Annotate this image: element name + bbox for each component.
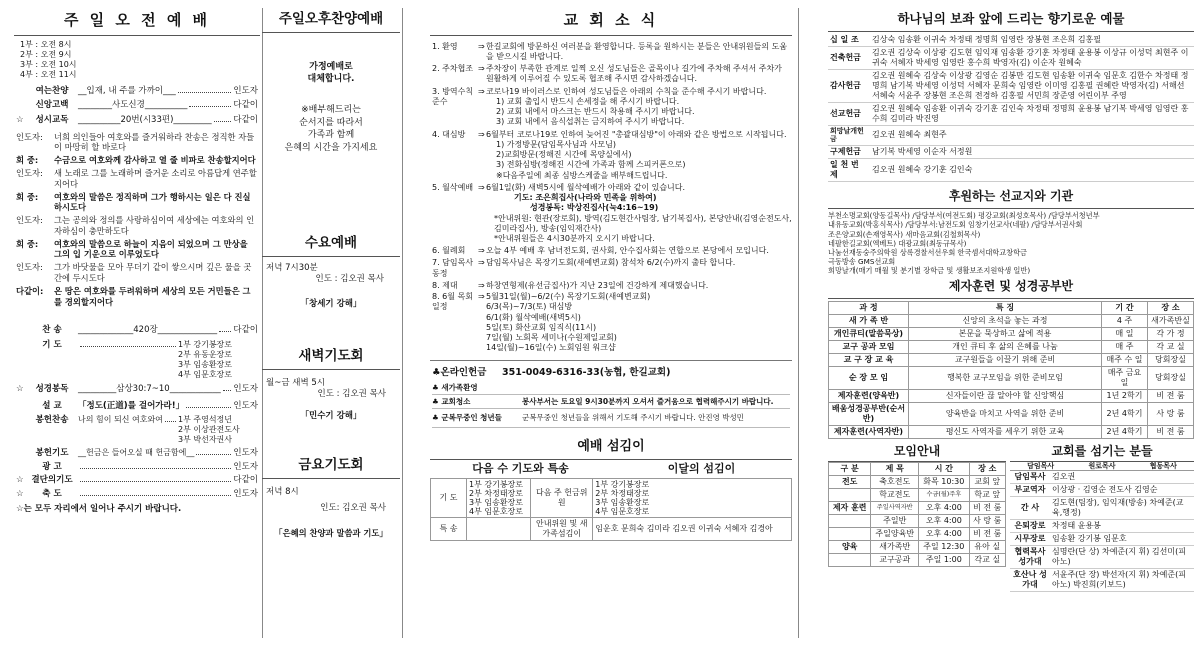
worship-time: 3부 : 오전 10시 [20,59,77,69]
sunday-worship-title: 주 일 오 전 예 배 [14,8,260,36]
service-title: 예배 섬김이 [577,438,645,454]
order-item: ☆ 축 도 인도자 [16,489,258,500]
order-item: 봉헌찬송 나의 힘이 되신 여호와여 1부 주영석정년 2부 이상관전도사 3부 박선자권사 [35,415,240,445]
order-item: ☆ 성시교독 __________20번(시33편)_________ 다같이 [16,115,258,125]
offering-title: 하나님의 보좌 앞에 드리는 향기로운 예물 [828,8,1194,32]
service-headers: 다음 수 기도와 특송 이달의 섬김이 [430,459,792,476]
meetings-title: 모임안내 [828,443,1006,462]
news-item: 3. 방역수칙 준수 ⇒ 코로나19 바이러스로 인하여 성도님들은 아래의 수칙을 준수해 주시기 바랍니다. 1) 교회 출입시 반드시 손세정을 해 주시기 바랍니다. 2) 교회 내에서 마스크는 반드시 착용해 주시기 바랍니다. 3) 교회 내에서 음식섭취는 금지하여 주시기 바랍니다. [432,86,767,127]
wednesday-worship-info: 저녁 7시30분 인도 : 김오권 목사 「창세기 강해」 [266,263,384,309]
church-news-title: 교 회 소 식 [430,8,792,36]
offering-row: 일 천 번 제 김오권 원혜숙 강기훈 김인숙 [828,159,1194,182]
other-services [262,8,400,546]
offering-row: 감사헌금 김오권 원혜숙 김상숙 이상광 김영순 김봉만 김도현 임송환 이귀숙 임문호 김한수 차정태 정명희 남기복 박세영 이성덕 서혜자 문희숙 임영란 이미영 김홍필 권혜란 박영자(김) 서해선 서혜숙 서윤주 장봉현 조은희 전경하 김홍필 서민희 장준영 어린이부 주영 [828,69,1194,102]
news-item: 8. 6월 목회일정 ⇒ 5월31일(월)~6/2(수) 목장기도회(새예변교회) 6/3(목)~7/3(토) 대심방 6/1(화) 월삭예배(새벽5시) 5일(토) 화산교회 임직식(11시) 7일(월) 노회목 세미나(수원제일교회) 14일(월)~16일(수) 노회임원 워크샵 [432,292,651,353]
offering-row: 선교헌금 김오권 원혜숙 임송환 이귀숙 강기훈 김인숙 차정태 정명희 윤용봉 남기복 박세영 임영란 홍수희 김미라 박진영 [828,102,1194,125]
worship-time: 2부 : 오전 9시 [20,49,72,59]
servers-table: 담임목사 김오권 부교역자 이상광 · 김영순 전도사 김영순 간 사 김도현(팀장), 임익재(방송) 차예준(교육,행정) 은퇴장로 차정태 윤용봉 시무장로 임송환 강기봉 임문호 협력목사 성가대 심명란(단 상) 차예준(지 휘) 김선미(피아노) 호산나 성가대 서윤주(단 장) 박선자(지 휘) 차예준(피아노) 박진희(키보드) [1010,471,1194,592]
order-item: 신앙고백 ________사도신경__________ 다같이 [35,100,258,111]
order-item: ☆ 성경봉독 _________삼상30:7~10____________ 인도자 [16,383,258,394]
news-item: 1. 환영 ⇒ 한길교회에 방문하신 여러분을 환영합니다. 등록을 원하시는 분들은 안내위원들의 도움을 받으시길 바랍니다. [432,41,788,61]
prayer-list: 1부 강기봉장로 2부 차정태장로 3부 임송환장로 4부 임문호장로 [467,478,531,518]
online-offering: ♣온라인헌금 351-0049-6316-33(농협, 한길교회) [432,366,671,378]
servers-headers: 담임목사 원로목사 협동목사 [1010,462,1194,472]
training-row: 제자훈련(사역자반) 평신도 사역자를 세우기 위한 교육 2년 4학기 비 전 룸 [829,425,1194,438]
afternoon-worship-note: 가정예배로 대체합니다. ※배부해드리는 순서지를 따라서 가족과 함께 은혜의 시간을 가지세요 [284,61,378,153]
worship-time: 4부 : 오전 11시 [20,69,77,79]
worship-times [14,36,260,84]
news-item: 6. 월례회 ⇒ 오늘 4부 예배 후 남녀전도회, 권사회, 안수집사회는 연합으로 본당에서 모입니다. [432,246,769,256]
church-news [430,8,792,541]
afternoon-worship-title: 주일오후찬양예배 [262,8,400,33]
missions-list: 부천소명교회(양동길목사) /담당부서(여전도회) 평강교회(최성호목사) /담당부서청년부 내유동교회(박홍식목사) /담당부서:남전도회 임창기선교사(네팔) /담당부서권사회 조은양교회(손재영목사) 새마음교회(김철희목사) 네팔한길교회(엑베트) 대광교회(최동규목사) 나눔선재동숭주의학원 상록경찰서선우회 한국셈서대학교창학금 극동방송 GMS선교회 희망날개(매기 매월 및 분기별 장학금 및 생활보조지원학생 일반) [828,211,1100,276]
bottom-panels [828,443,1194,593]
news-item: 7. 담임목사 동정 ⇒ 담임목사님은 목장기도회(새예변교회) 참석차 6/2(수)까지 출타 합니다. [432,258,736,278]
training-row: 제자훈련(양육반) 신자들이란 끊 알아야 할 신앙핵심 1년 2학기 비 전 룸 [829,389,1194,402]
offering-table [828,34,1194,183]
news-list [430,36,792,354]
training-title: 제자훈련 및 성경공부반 [828,278,1194,299]
responsive-reading: 인도자: 너희 의인들아 여호와를 즐거워하라 찬송은 정직한 자들이 마땅히 할 바로다 회 중: 수금으로 여호와께 감사하고 열 줄 비파로 찬송할지어다 인도자: 새 노래로 그를 노래하며 즐거운 소리로 아름답게 연주할지어다 회 중: 여호와의 말씀은 정직하며 그가 행하시는 일은 다 진실하시도다 인도자: 그는 공의와 정의를 사랑하심이여 세상에는 여호와의 인자하심이 충만하도다 회 중: 여호와의 말씀으로 하늘이 지음이 되었으며 그 만상을 그의 입 기운으로 이루었도다 인도자: 그가 바닷물을 모아 무더기 같이 쌓으시며 깊은 물을 곳간에 두시도다 다같이: 온 땅은 여호와를 두려워하며 세상의 모든 거민들은 그를 경외할지어다 [16,131,257,307]
news-item: 8. 제대 ⇒ 하창연형제(유선금집사)가 지난 23일에 건강하게 제대했습니다. [432,280,709,290]
friday-prayer-info: 저녁 8시 인도: 김오권 목사 「은혜의 찬양과 말씀과 기도」 [266,486,388,539]
service-table: 기 도 1부 강기봉장로 2부 차정태장로 3부 임송환장로 4부 임문호장로 다음 주 헌금위원 1부 강기봉장로 2부 차정태장로 3부 임송환장로 4부 임문호장로 특 송 안내위원 및 새가족섬김이 임운호 문희숙 김미라 김오권 이귀숙 서혜자 김경아 [430,478,792,542]
order-item: ☆ 결단의기도 다같이 [16,475,258,486]
standing-note: ☆는 모두 자리에서 일어나 주시기 바랍니다. [16,503,182,514]
offering-row: 희망날개헌금 김오권 원혜숙 최현주 [828,125,1194,146]
offering-row: 구제헌금 남기복 박세영 이순자 서정원 [828,146,1194,159]
meetings-table: 구 분 제 목 시 간 장 소 전도 축호전도 화목 10:30 교회 앞 학교전도 수금(월)주후 학교 앞 제자 훈련 주일사역자반 오후 4:00 비 전 룸 주일반 오후 4:00 사 랑 룸 주일양육반 오후 4:00 비 전 룸 양육 새가족반 주일 12:30 유아 실 교구공과 주일 1:00 각교 실 [828,462,1006,567]
training-row: 배움성경공부반(순서반) 양육반을 마치고 사역을 위한 준비 2년 4학기 사 랑 룸 [829,402,1194,425]
news-item: 2. 주차협조 ⇒ 주차장이 부족한 관계로 일찍 오신 성도님들은 골목이나 길가에 주차해 주셔서 주차가 원활하게 이루어질 수 있도록 협조해 주시면 감사하겠습니다. [432,64,782,84]
dawn-prayer-info: 월~금 새벽 5시 인도 : 김오권 목사 「민수기 강해」 [266,378,386,422]
sunday-worship-section [14,8,260,514]
order-item: 찬 송 _____________420장______________ 다같이 [42,325,258,336]
next-offering-list: 1부 강기봉장로 2부 차정태장로 3부 임송환장로 4부 임문호장로 [593,478,792,518]
training-row: 교구 공과 모임 개인 큐티 후 삶의 은혜를 나눔 매 주 각 교 실 [829,340,1194,353]
column-divider [402,8,403,638]
news-item: 4. 대심방 ⇒ 6월부터 코로나19로 인하여 늦어진 "총괄대심방"이 아래와 같은 방법으로 시작됩니다. 1) 가정방문(담임목사님과 사모님) 2)교회방문(정해진 시간에 목양실에서) 3) 전화심방(정해진 시간에 가족과 함께 스피커폰으로) ※다음주일에 최종 심방스케줄을 배부해드립니다. [432,129,787,180]
news-item: 5. 월삭예배 ⇒ 6월1일(화) 새벽5시에 월삭예배가 아래와 같이 있습니다. 기도: 조은희집사(나라와 민족을 위하여) 성경봉독: 박상진집사(눅4:16~19) *안내위원: 현관(장로회), 방역(김도현간사팀장, 남기복집사), 본당안내(김영순전도사, 김미라집사), 방송(임익재간사) *안내위원들은 4시30분까지 오시기 바랍니다. [432,182,792,243]
offerings-and-info [828,8,1194,592]
order-item: 기 도 1부 강기봉장로 2부 유동운장로 3부 임송환장로 4부 임문호장로 [42,339,233,379]
missions-title: 후원하는 선교지와 기관 [828,186,1194,209]
column-divider [798,8,799,638]
offering-row: 십 일 조 김상숙 임송환 이귀숙 차정태 정명희 임영란 장봉현 조은희 김홍필 [828,34,1194,47]
servers-title: 교회를 섬기는 분들 [1010,443,1194,462]
training-row: 교 구 장 교 육 교구원들을 이끌기 위해 준비 매주 수 일 당회장실 [829,353,1194,366]
news-extras: ♣ 새가족환영 ♣ 교회청소 봉사부서는 토요일 9시30분까지 오셔서 즐거움으로 협력해주시기 바랍니다. ♣ 군복무중인 청년들 군복무중인 청년들을 위해서 기도해 주시기 바랍니다. 안진영 박성민 [430,382,792,427]
dawn-prayer-title: 새벽기도회 [262,345,400,370]
order-item: 설 교 「정도(正道)를 걸어가라!」 인도자 [42,400,258,411]
training-row: 순 장 모 임 행복한 교구모임을 위한 준비모임 매주 금요일 당회장실 [829,366,1194,389]
friday-prayer-title: 금요기도회 [262,454,400,479]
order-of-worship [14,311,260,514]
training-row: 새 가 족 반 신앙의 초석을 놓는 과정 4 주 새가족반실 [829,314,1194,327]
order-item: 광 고 인도자 [42,461,258,472]
worship-time: 1부 : 오전 8시 [20,39,72,49]
order-item: 봉헌기도 __헌금은 들어오실 때 헌금함에__ 인도자 [35,448,258,459]
training-row: 개인큐티(말씀묵상) 본문을 묵상하고 삶에 적용 매 일 각 가 정 [829,327,1194,340]
servers-panel [1010,443,1194,593]
meetings-panel [828,443,1006,593]
offering-row: 건축헌금 김오권 김상숙 이상광 김도현 임익재 임송환 강기훈 차정태 윤용봉 이상규 이성덕 최현주 이귀숙 서혜자 박세영 임영란 홍수희 박영자(김) 이순자 원혜숙 [828,46,1194,69]
training-table: 과 정 특 징 기 간 장 소 새 가 족 반 신앙의 초석을 놓는 과정 4 주 새가족반실 개인큐티(말씀묵상) 본문을 묵상하고 삶에 적용 매 일 각 가 정 교구 공과 모임 개인 큐티 후 삶의 은혜를 나눔 매 주 각 교 실 교 구 장 교 육 교구원들을 이끌기 위해 준비 매주 수 일 당회장실 순 장 모 임 행복한 교구모임을 위한 준비모임 매주 금요일 당회장실 제자훈련(양육반) 신자들이란 끊 알아야 할 신앙핵심 1년 2학기 비 전 룸 배움성경공부반(순서반) 양육반을 마치고 사역을 위한 준비 2년 4학기 사 랑 룸 제자훈련(사역자반) 평신도 사역자를 세우기 위한 교육 2년 4학기 비 전 룸 [828,301,1194,439]
wednesday-worship-title: 수요예배 [262,232,400,257]
order-item: 여는찬양 __입재, 내 주를 가까이___ 인도자 [35,85,258,96]
